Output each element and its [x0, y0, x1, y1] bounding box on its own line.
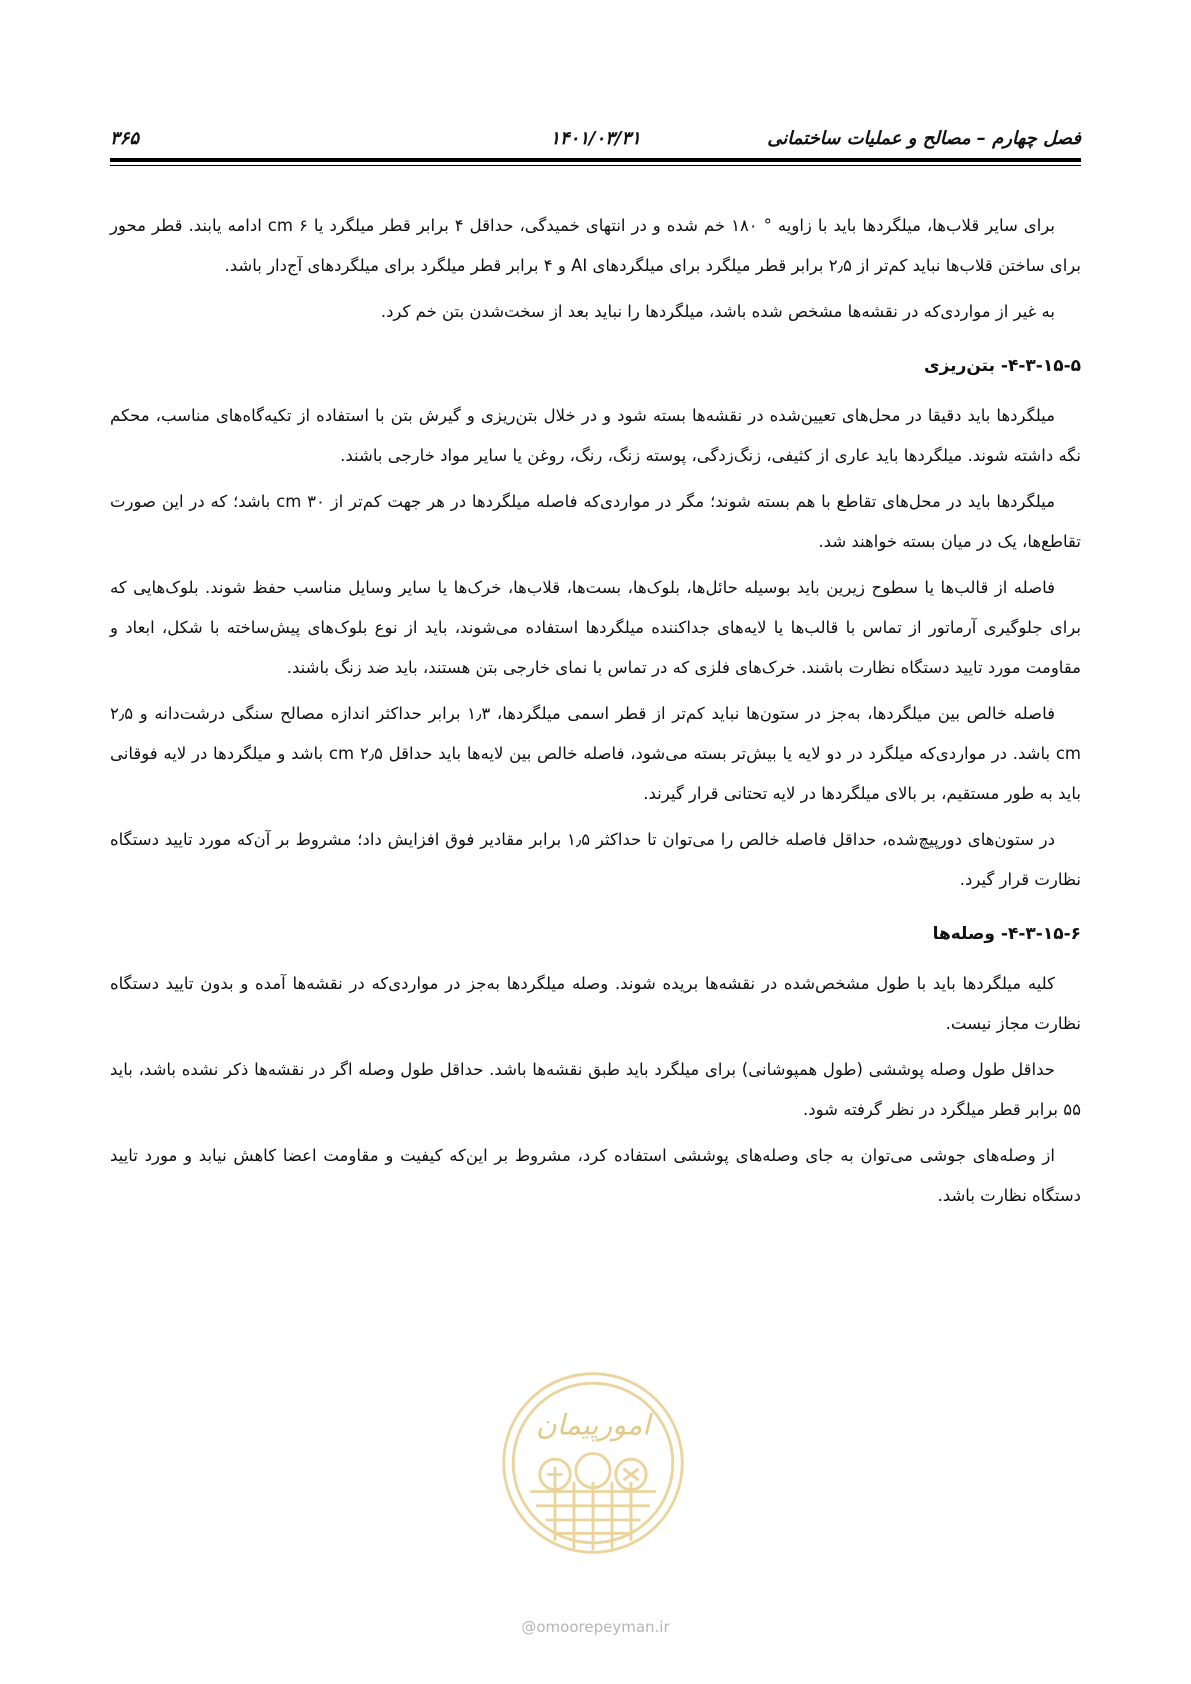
paragraph: از وصله‌های جوشی می‌توان به جای وصله‌های پوششی استفاده کرد، مشروط بر این‌که کیفیت و مقاومت اعضا کاهش نیابد و مورد تایید دستگاه نظارت باشد. [110, 1146, 1081, 1205]
section-heading-splices: ۴-۳-۱۵-۶- وصله‌ها [932, 924, 1081, 944]
paragraph: برای سایر قلاب‌ها، میلگردها باید با زاویه ° ۱۸۰ خم شده و در انتهای خمیدگی، حداقل ۴ برابر قطر میلگرد یا ۶ cm ادامه یابند. قطر محور برای ساختن قلاب‌ها نباید کم‌تر از ۲٫۵ برابر قطر میلگرد برای میلگردهای AI و ۴ برابر قطر میلگرد برای میلگردهای آج‌دار باشد. [110, 216, 1081, 275]
paragraph: حداقل طول وصله پوششی (طول همپوشانی) برای میلگرد باید طبق نقشه‌ها باشد. حداقل طول وصله اگر در نقشه‌ها ذکر نشده باشد، باید ۵۵ برابر قطر میلگرد در نظر گرفته شود. [110, 1060, 1081, 1119]
header-rule-thick [110, 158, 1081, 162]
page-header [110, 128, 1081, 152]
paragraph: کلیه میلگردها باید با طول مشخص‌شده در نقشه‌ها بریده شوند. وصله میلگردها به‌جز در مواردی‌که در نقشه‌ها آمده و بدون تایید دستگاه نظارت مجاز نیست. [110, 974, 1081, 1033]
paragraph: در ستون‌های دورپیچ‌شده، حداقل فاصله خالص را می‌توان تا حداکثر ۱٫۵ برابر مقادیر فوق افزایش داد؛ مشروط بر آن‌که مورد تایید دستگاه نظارت قرار گیرد. [110, 830, 1081, 889]
watermark-seal-icon [498, 1368, 688, 1558]
paragraph: فاصله از قالب‌ها یا سطوح زیرین باید بوسیله حائل‌ها، بلوک‌ها، بست‌ها، قلاب‌ها، خرک‌ها یا سایر وسایل مناسب حفظ شوند. بلوک‌هایی که برای جلوگیری آرماتور از تماس با قالب‌ها یا لایه‌های جداکننده میلگردها استفاده می‌شوند، باید از نوع بلوک‌های پیش‌ساخته با شکل، ابعاد و مقاومت مورد تایید دستگاه نظارت باشند. خرک‌های فلزی که در تماس با نمای خارجی بتن هستند، باید ضد زنگ باشند. [110, 578, 1081, 677]
paragraph: میلگردها باید دقیقا در محل‌های تعیین‌شده در نقشه‌ها بسته شود و در خلال بتن‌ریزی و گیرش بتن با استفاده از تکیه‌گاه‌های مناسب، محکم نگه داشته شوند. میلگردها باید عاری از کثیفی، زنگ‌زدگی، پوسته زنگ، رنگ، روغن یا سایر مواد خارجی باشند. [110, 406, 1081, 465]
section-heading-concreting: ۴-۳-۱۵-۵- بتن‌ریزی [924, 356, 1081, 376]
watermark-site: @omoorepeyman.ir [521, 1618, 670, 1636]
header-rule-thin [110, 165, 1081, 166]
page-number: ۳۶۵ [110, 128, 140, 149]
paragraph: به غیر از مواردی‌که در نقشه‌ها مشخص شده باشد، میلگردها را نباید بعد از سخت‌شدن بتن خم کرد. [380, 302, 1055, 321]
chapter-title: فصل چهارم – مصالح و عملیات ساختمانی [767, 128, 1081, 149]
header-date: ۱۴۰۱/۰۳/۳۱ [550, 128, 641, 149]
page-body [110, 206, 1081, 1222]
watermark-logo-text: امورپیمان [535, 1408, 651, 1442]
paragraph: میلگردها باید در محل‌های تقاطع با هم بسته شوند؛ مگر در مواردی‌که فاصله میلگردها در هر جهت کم‌تر از ۳۰ cm باشد؛ که در این صورت تقاطع‌ها، یک در میان بسته خواهند شد. [110, 492, 1081, 551]
paragraph: فاصله خالص بین میلگردها، به‌جز در ستون‌ها نباید کم‌تر از قطر اسمی میلگردها، ۱٫۳ برابر حداکثر اندازه مصالح سنگی درشت‌دانه و ۲٫۵ cm باشد. در مواردی‌که میلگرد در دو لایه یا بیش‌تر بسته می‌شود، فاصله خالص بین لایه‌ها باید حداقل ۲٫۵ cm باشد و میلگردها در لایه فوقانی باید به طور مستقیم، بر بالای میلگردها در لایه تحتانی قرار گیرند. [110, 704, 1082, 803]
